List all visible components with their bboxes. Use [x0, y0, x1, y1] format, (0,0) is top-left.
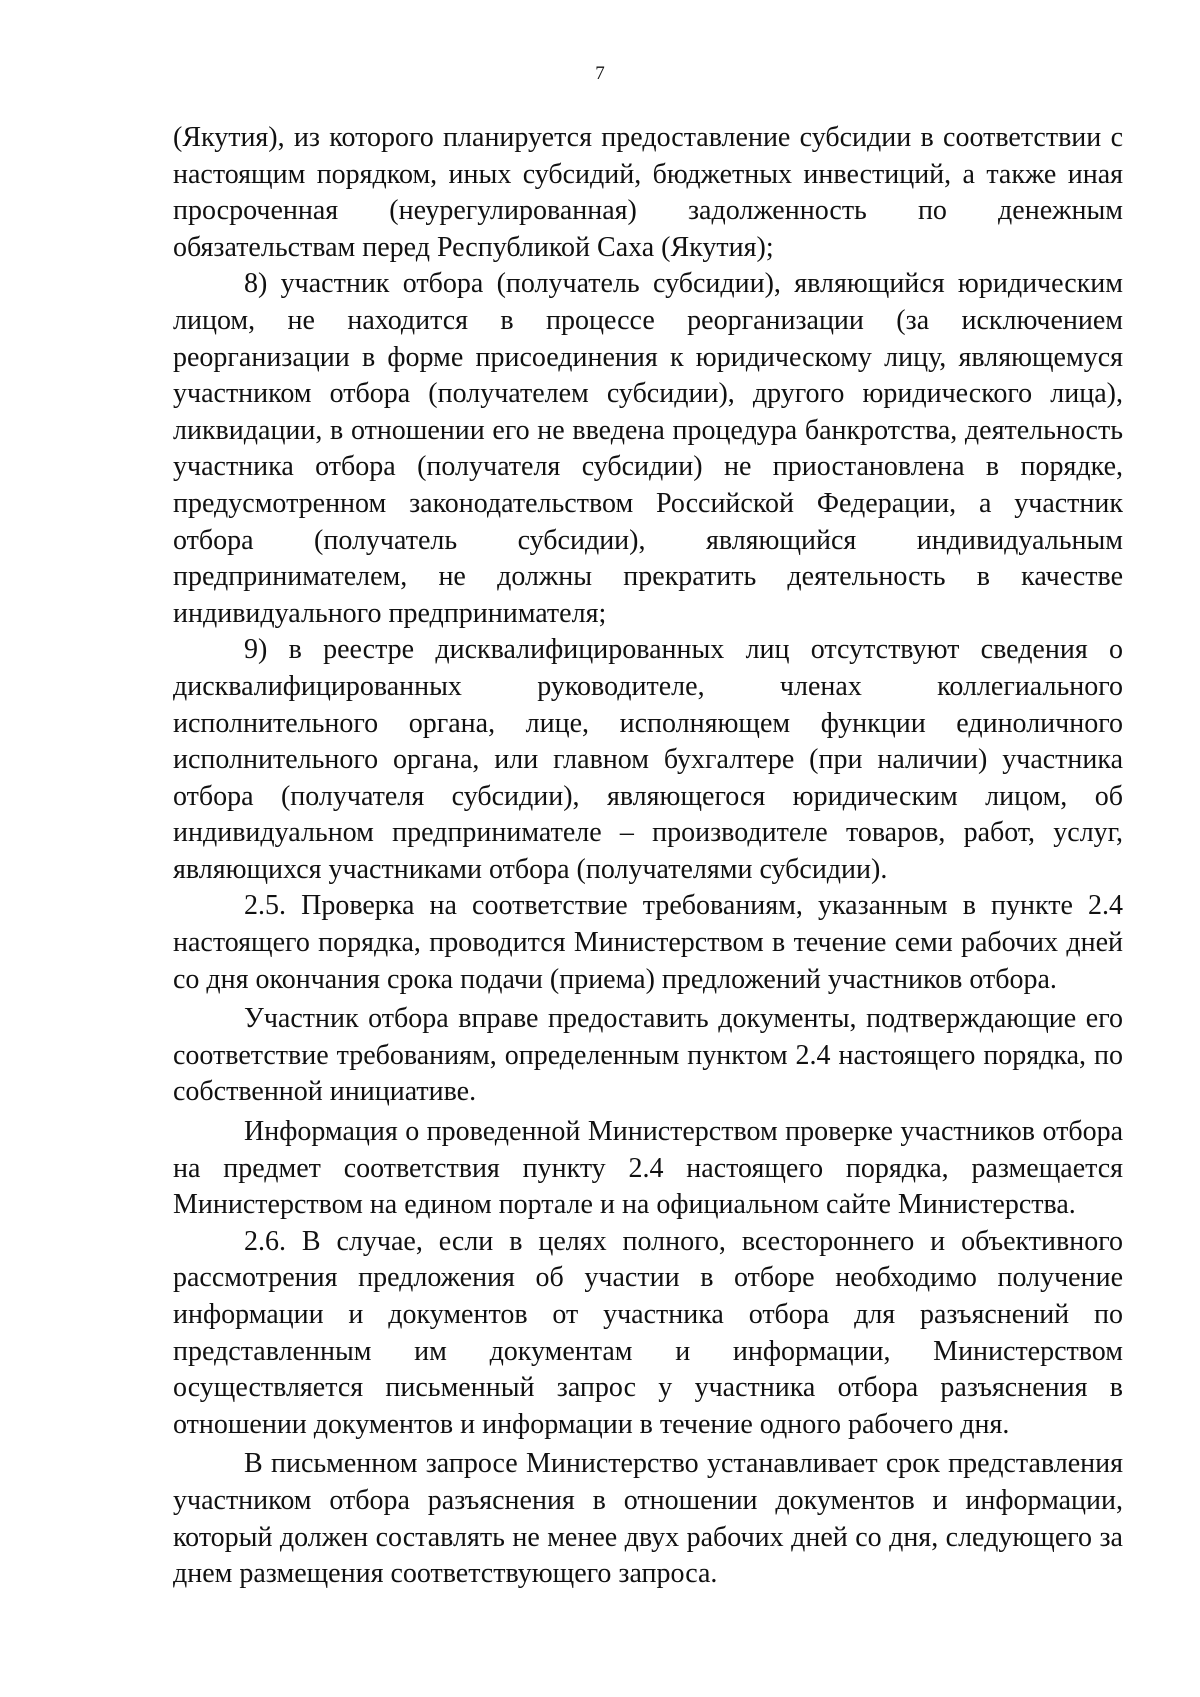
- paragraph-documents-initiative: Участник отбора вправе предоставить документы, подтверждающие его соответствие требованиям, определенным пунктом 2.4 настоящего порядка, по собственной инициативе.: [173, 1003, 1123, 1108]
- paragraph-check-information: Информация о проведенной Министерством проверке участников отбора на предмет соответствия пункту 2.4 настоящего порядка, размещается Министерством на едином портале и на официальном сайте Министерства.: [173, 1116, 1123, 1221]
- document-body: [173, 120, 1123, 1593]
- paragraph-item-8: 8) участник отбора (получатель субсидии), являющийся юридическим лицом, не находится в процессе реорганизации (за исключением реорганизации в форме присоединения к юридическому лицу, являющемуся участником отбора (получателем субсидии), другого юридического лица), ликвидации, в отношении его не введена процедура банкротства, деятельность участника отбора (получателя субсидии) не приостановлена в порядке, предусмотренном законодательством Российской Федерации, а участник отбора (получатель субсидии), являющийся индивидуальным предпринимателем, не должны прекратить деятельность в качестве индивидуального предпринимателя;: [173, 268, 1123, 629]
- page-number: 7: [595, 63, 605, 84]
- paragraph-section-2-5: 2.5. Проверка на соответствие требованиям, указанным в пункте 2.4 настоящего порядка, проводится Министерством в течение семи рабочих дней со дня окончания срока подачи (приема) предложений участников отбора.: [173, 890, 1123, 995]
- paragraph-item-9: 9) в реестре дисквалифицированных лиц отсутствуют сведения о дисквалифицированных руководителе, членах коллегиального исполнительного органа, лице, исполняющем функции единоличного исполнительного органа, или главном бухгалтере (при наличии) участника отбора (получателя субсидии), являющегося юридическим лицом, об индивидуальном предпринимателе – производителе товаров, работ, услуг, являющихся участниками отбора (получателями субсидии).: [173, 634, 1123, 885]
- paragraph-continuation: (Якутия), из которого планируется предоставление субсидии в соответствии с настоящим порядком, иных субсидий, бюджетных инвестиций, а также иная просроченная (неурегулированная) задолженность по денежным обязательствам перед Республикой Саха (Якутия);: [173, 122, 1123, 263]
- paragraph-written-request: В письменном запросе Министерство устанавливает срок представления участником отбора разъяснения в отношении документов и информации, который должен составлять не менее двух рабочих дней со дня, следующего за днем размещения соответствующего запроса.: [173, 1448, 1123, 1590]
- paragraph-section-2-6: 2.6. В случае, если в целях полного, всестороннего и объективного рассмотрения предложения об участии в отборе необходимо получение информации и документов от участника отбора для разъяснений по представленным им документам и информации, Министерством осуществляется письменный запрос у участника отбора разъяснения в отношении документов и информации в течение одного рабочего дня.: [173, 1225, 1123, 1440]
